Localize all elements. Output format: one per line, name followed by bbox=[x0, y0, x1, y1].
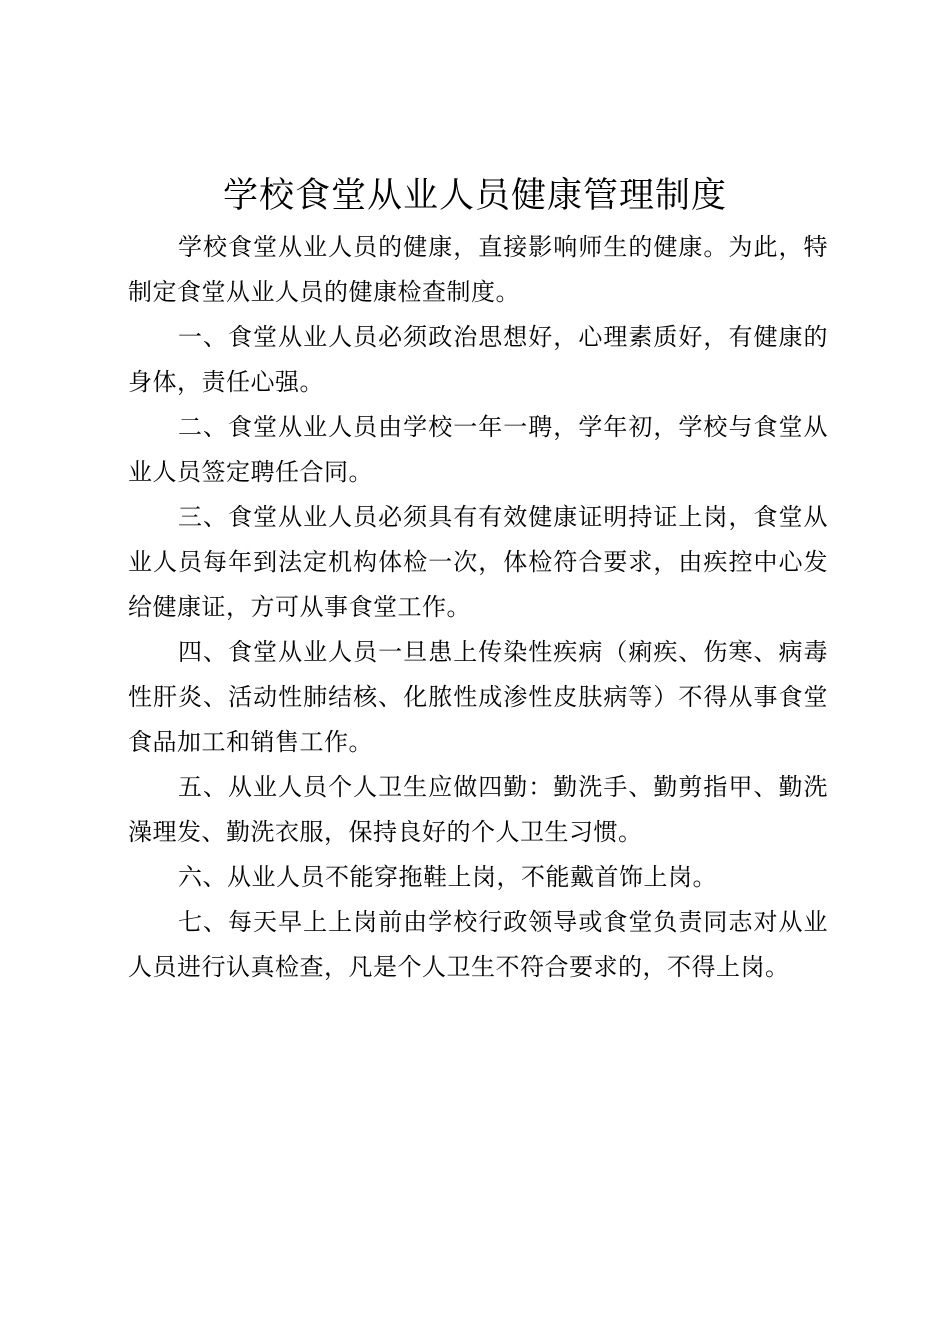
rule-paragraph-5: 五、从业人员个人卫生应做四勤：勤洗手、勤剪指甲、勤洗澡理发、勤洗衣服，保持良好的个人卫生习惯。 bbox=[128, 773, 828, 846]
rule-paragraph-6: 六、从业人员不能穿拖鞋上岗，不能戴首饰上岗。 bbox=[178, 863, 717, 891]
rule-paragraph-1: 一、食堂从业人员必须政治思想好，心理素质好，有健康的身体，责任心强。 bbox=[128, 323, 828, 396]
rule-paragraph-3: 三、食堂从业人员必须具有有效健康证明持证上岗，食堂从业人员每年到法定机构体检一次，体检符合要求，由疾控中心发给健康证，方可从事食堂工作。 bbox=[128, 503, 828, 621]
document-title: 学校食堂从业人员健康管理制度 bbox=[222, 176, 727, 216]
rule-paragraph-4: 四、食堂从业人员一旦患上传染性疾病（痢疾、伤寒、病毒性肝炎、活动性肺结核、化脓性成渗性皮肤病等）不得从事食堂食品加工和销售工作。 bbox=[128, 638, 828, 756]
rule-paragraph-7: 七、每天早上上岗前由学校行政领导或食堂负责同志对从业人员进行认真检查，凡是个人卫生不符合要求的，不得上岗。 bbox=[128, 908, 828, 981]
rule-paragraph-2: 二、食堂从业人员由学校一年一聘，学年初，学校与食堂从业人员签定聘任合同。 bbox=[128, 413, 828, 486]
intro-paragraph: 学校食堂从业人员的健康，直接影响师生的健康。为此，特制定食堂从业人员的健康检查制度。 bbox=[128, 233, 828, 306]
document-body bbox=[128, 225, 828, 990]
